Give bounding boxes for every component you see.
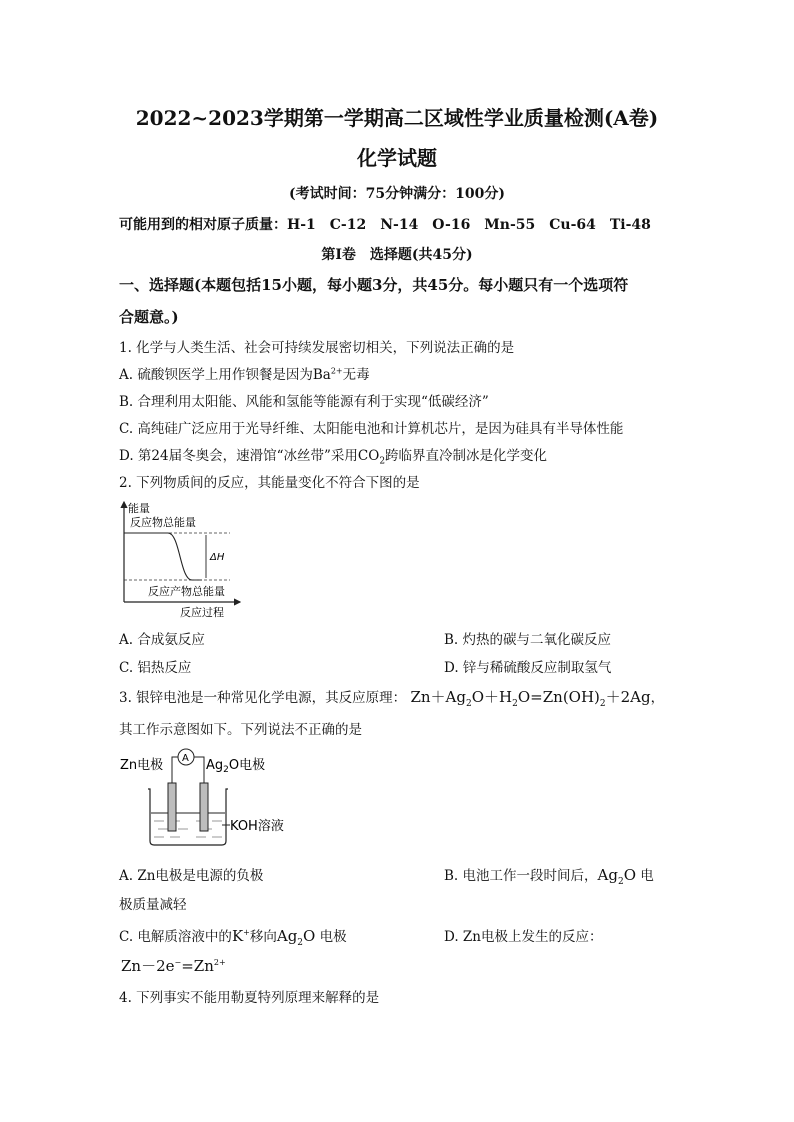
q3-option-b-line2: 极质量减轻: [119, 897, 187, 913]
energy-diagram: [118, 498, 248, 620]
ammeter-label: A: [182, 753, 189, 764]
q2-option-c: C. 铝热反应: [119, 660, 192, 676]
q4-stem: 4. 下列事实不能用勒夏特列原理来解释的是: [119, 990, 380, 1006]
exam-title: 2022~2023学期第一学期高二区域性学业质量检测(A卷): [135, 106, 659, 130]
q3-option-c: C. 电解质溶液中的K+移向$Ag_2O$ 电极: [119, 927, 347, 948]
q2-option-b: B. 灼热的碳与二氧化碳反应: [444, 632, 612, 648]
delta-h-label: ΔH: [210, 552, 225, 563]
reactant-energy-label: 反应物总能量: [130, 516, 196, 529]
q1-option-b: B. 合理利用太阳能、风能和氢能等能源有利于实现“低碳经济”: [119, 394, 489, 410]
q1-stem: 1. 化学与人类生活、社会可持续发展密切相关，下列说法正确的是: [119, 340, 515, 356]
volume-heading: 第Ⅰ卷 选择题(共45分): [321, 247, 473, 263]
section-heading-line1: 一、选择题(本题包括15小题，每小题3分，共45分。每小题只有一个选项符: [119, 276, 629, 294]
koh-solution-label: KOH溶液: [230, 819, 284, 834]
q3-stem-line2: 其工作示意图如下。下列说法不正确的是: [119, 722, 362, 738]
energy-curve: [124, 533, 202, 580]
ag2o-electrode: [200, 783, 208, 831]
q3-option-a: A. Zn电极是电源的负极: [119, 868, 264, 884]
zn-electrode: [168, 783, 176, 831]
subject-title: 化学试题: [357, 146, 437, 170]
battery-diagram: [118, 745, 318, 853]
q1-option-a: A. 硫酸钡医学上用作钡餐是因为$Ba^{2+}$无毒: [119, 366, 370, 383]
x-axis-label: 反应过程: [180, 606, 224, 619]
q2-option-a: A. 合成氨反应: [119, 632, 205, 648]
beaker: [148, 789, 228, 845]
ag2o-electrode-label: $Ag_2O$电极: [206, 758, 266, 775]
atomic-masses: 可能用到的相对原子质量：H-1 C-12 N-14 O-16 Mn-55 Cu-64 Ti-48: [119, 217, 651, 233]
q2-stem: 2. 下列物质间的反应，其能量变化不符合下图的是: [119, 475, 420, 491]
product-energy-label: 反应产物总能量: [148, 585, 225, 598]
q3-option-d: D. Zn电极上发生的反应：: [444, 929, 603, 945]
q3-option-d-equation: $Zn-2e^-=Zn^{2+}$: [121, 957, 226, 975]
q1-option-c: C. 高纯硅广泛应用于光导纤维、太阳能电池和计算机芯片，是因为硅具有半导体性能: [119, 421, 624, 437]
q2-option-d: D. 锌与稀硫酸反应制取氢气: [444, 660, 612, 676]
solution-hatch: [154, 821, 222, 837]
y-axis-label: 能量: [128, 502, 150, 515]
zn-electrode-label: Zn电极: [120, 758, 164, 773]
section-heading-line2: 合题意。): [119, 308, 179, 326]
exam-info: (考试时间：75分钟满分：100分): [289, 186, 505, 202]
q3-option-b: B. 电池工作一段时间后，$Ag_2O$ 电: [444, 866, 654, 887]
q1-option-d: D. 第24届冬奥会，速滑馆“冰丝带”采用$CO_2$跨临界直冷制冰是化学变化: [119, 448, 548, 467]
q3-reaction-equation: $Zn+Ag_2O+H_2O=Zn(OH)_2+2Ag$: [410, 688, 651, 709]
q3-stem: 3. 银锌电池是一种常见化学电源，其反应原理： $Zn+Ag_2O+H_2O=Zn(OH)_2+2Ag$，: [119, 688, 665, 709]
